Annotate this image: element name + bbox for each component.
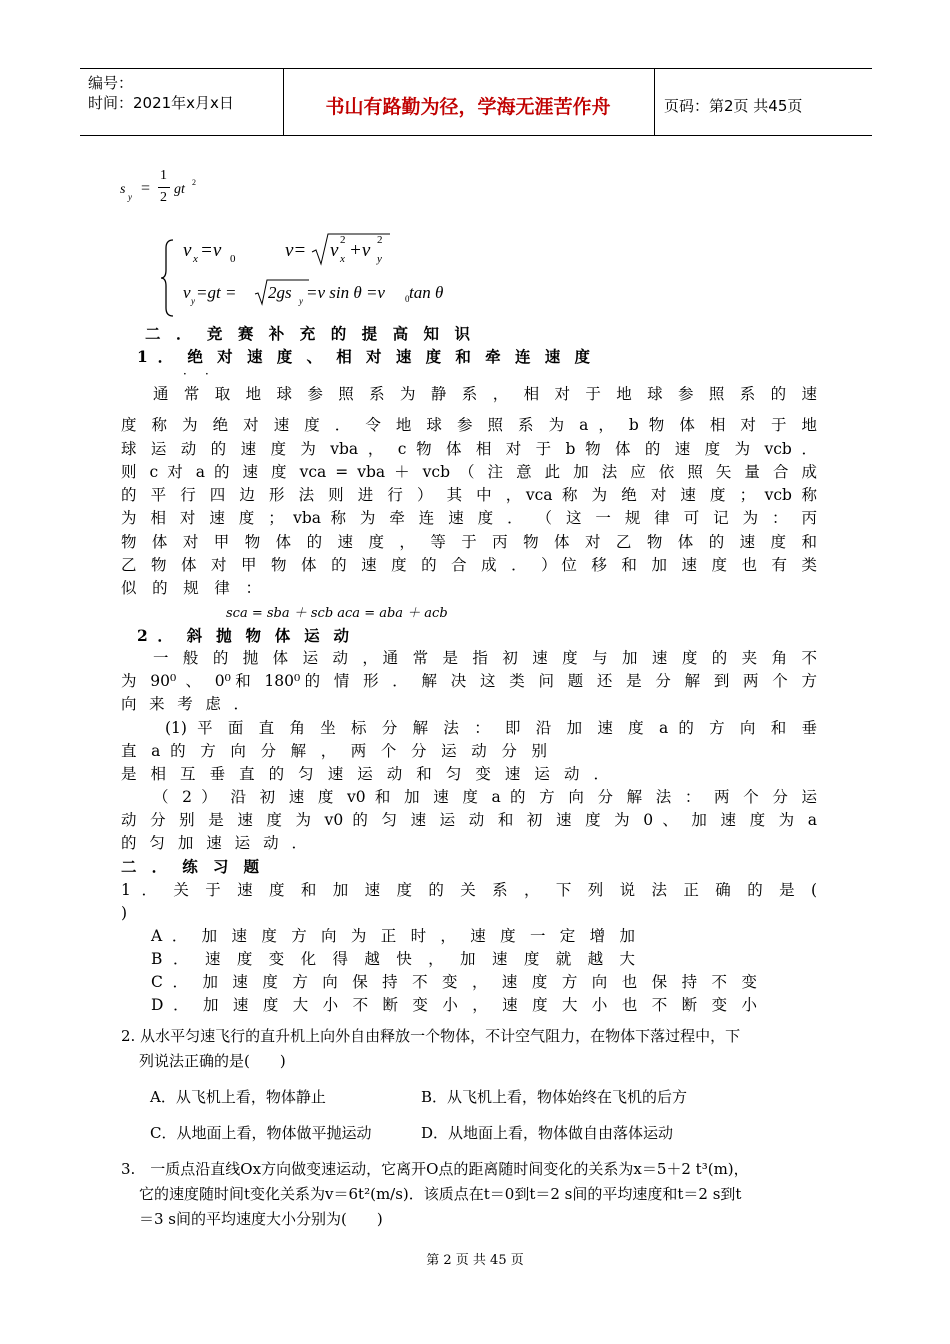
header-motto: 书山有路勤为径，学海无涯苦作舟: [325, 96, 611, 118]
paragraph-line: (1) 平 面 直 角 坐 标 分 解 法 ： 即 沿 加 速 度 a 的 方 向 和 垂: [165, 719, 817, 737]
paragraph-line: 的 平 行 四 边 形 法 则 进 行 ） 其 中 ，vca 称 为 绝 对 速 度 ； vcb 称: [121, 486, 817, 504]
paragraph-line: 似 的 规 律 ：: [121, 579, 261, 597]
question-2-stem: 2. 从水平匀速飞行的直升机上向外自由释放一个物体，不计空气阻力，在物体下落过程中，下: [121, 1027, 741, 1045]
emphasis-dots: ． ．: [183, 363, 217, 377]
paragraph-line: 球 运 动 的 速 度 为 vba ， c 物 体 相 对 于 b 物 体 的 速 度 为 vcb ．: [121, 440, 817, 458]
paragraph-line: 直 a 的 方 向 分 解 ， 两 个 分 运 动 分 别: [121, 742, 547, 760]
question-1-stem: 1 ． 关 于 速 度 和 加 速 度 的 关 系 ， 下 列 说 法 正 确 的 是 (: [121, 881, 817, 899]
paragraph-line: 一 般 的 抛 体 运 动 ，通 常 是 指 初 速 度 与 加 速 度 的 夹 角 不: [153, 649, 817, 667]
page-footer: 第 2 页 共 45 页: [426, 1253, 524, 1268]
paragraph-line: 乙 物 体 对 甲 物 体 的 速 度 的 合 成 ． ）位 移 和 加 速 度 也 有 类: [121, 556, 817, 574]
question-2-option-c: C．从地面上看，物体做平抛运动: [150, 1124, 372, 1142]
question-3-stem: 3. 一质点沿直线Ox方向做变速运动，它离开O点的距离随时间变化的关系为x＝5＋2 t³(m)，: [121, 1160, 749, 1178]
question-1-option-c: C ． 加 速 度 方 向 保 持 不 变 ， 速 度 方 向 也 保 持 不 变: [151, 973, 757, 991]
question-2-option-d: D．从地面上看，物体做自由落体运动: [421, 1124, 674, 1142]
question-2-option-a: A．从飞机上看，物体静止: [150, 1088, 326, 1106]
paragraph-line: 则 c 对 a 的 速 度 vca = vba ＋ vcb （ 注 意 此 加 法 应 依 照 矢 量 合 成: [121, 463, 817, 481]
paragraph-line: 物 体 对 甲 物 体 的 速 度 ， 等 于 丙 物 体 对 乙 物 体 的 速 度 和: [121, 533, 817, 551]
page-number-label: 页码：第2页 共45页: [664, 97, 803, 115]
paragraph-line: （ 2 ） 沿 初 速 度 v0 和 加 速 度 a 的 方 向 分 解 法 ： 两 个 分 运: [153, 788, 817, 806]
header-bottom-rule: [80, 135, 872, 136]
section-heading: 二 ． 竞 赛 补 充 的 提 高 知 识: [145, 324, 470, 343]
paragraph-line: 通 常 取 地 球 参 照 系 为 静 系 ， 相 对 于 地 球 参 照 系 的 速: [153, 385, 817, 403]
question-3-stem: 它的速度随时间t变化关系为v＝6t²(m/s)．该质点在t＝0到t＝2 s间的平均速度和t＝2 s到t: [139, 1185, 742, 1203]
question-1-option-d: D ． 加 速 度 大 小 不 断 变 小 ， 速 度 大 小 也 不 断 变 小: [151, 996, 757, 1014]
question-2-option-b: B．从飞机上看，物体始终在飞机的后方: [421, 1088, 688, 1106]
paragraph-line: 度 称 为 绝 对 速 度 ． 令 地 球 参 照 系 为 a ， b 物 体 相 对 于 地: [121, 416, 817, 434]
doc-date-label: 时间：2021年x月x日: [88, 94, 234, 112]
header-divider-right: [654, 68, 655, 135]
paragraph-line: 动 分 别 是 速 度 为 v0 的 匀 速 运 动 和 初 速 度 为 0 、 加 速 度 为 a: [121, 811, 817, 829]
paragraph-line: 是 相 互 垂 直 的 匀 速 运 动 和 匀 变 速 运 动 ．: [121, 765, 609, 783]
question-1-option-b: B ． 速 度 变 化 得 越 快 ， 加 速 度 就 越 大: [151, 950, 635, 968]
section-heading: 二 ． 练 习 题: [121, 857, 259, 876]
paragraph-line: 为 相 对 速 度 ； vba 称 为 牵 连 速 度 ． （ 这 一 规 律 可 记 为 ： 丙: [121, 509, 817, 527]
paragraph-line: 为 90⁰ 、 0⁰和 180⁰的 情 形 ． 解 决 这 类 问 题 还 是 分 解 到 两 个 方: [121, 672, 817, 690]
header-top-rule: [80, 68, 872, 69]
displacement-formula: sca = sba ＋ scb aca = aba ＋ acb: [226, 606, 448, 621]
question-3-stem: ＝3 s间的平均速度大小分别为( ): [139, 1210, 383, 1228]
subsection-heading: 2 ． 斜 抛 物 体 运 动: [137, 626, 349, 645]
left-brace-icon: [160, 238, 176, 318]
subsection-heading: 1 ． 绝 对 速 度 、 相 对 速 度 和 牵 连 速 度: [137, 347, 590, 366]
question-2-stem: 列说法正确的是( ): [139, 1052, 286, 1070]
question-1-option-a: A ． 加 速 度 方 向 为 正 时 ， 速 度 一 定 增 加: [151, 927, 635, 945]
question-1-stem: ): [121, 904, 128, 922]
doc-number-label: 编号：: [88, 74, 134, 92]
paragraph-line: 的 匀 加 速 运 动 ．: [121, 834, 307, 852]
paragraph-line: 向 来 考 虑 ．: [121, 695, 249, 713]
